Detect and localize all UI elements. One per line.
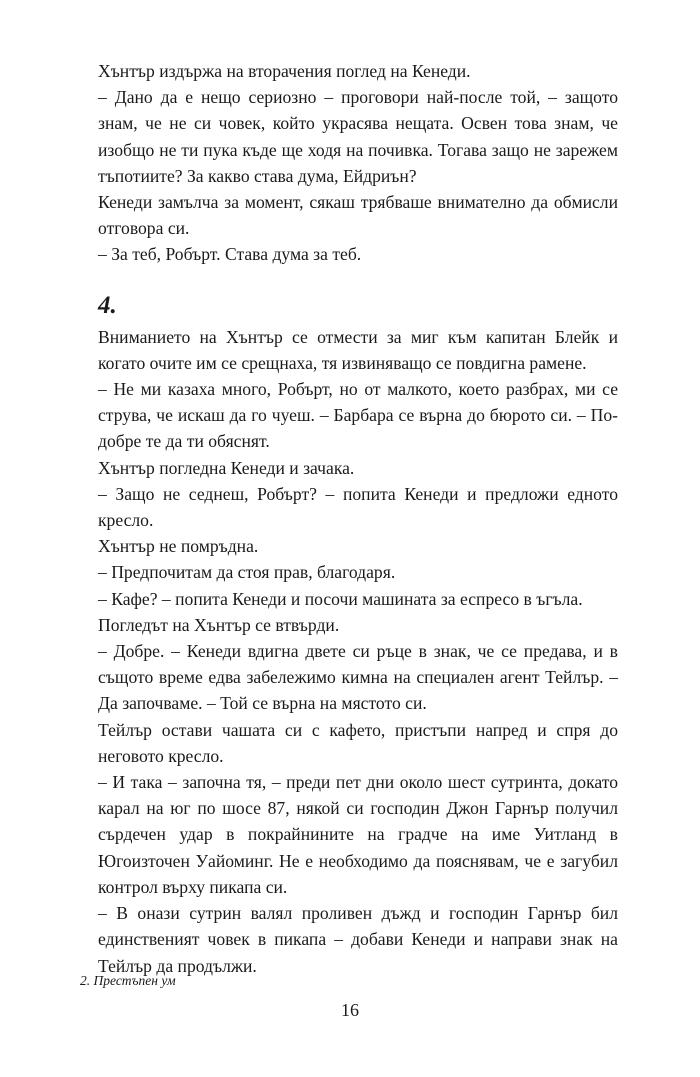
- paragraph: Хънтър издържа на вторачения поглед на Кенеди.: [98, 61, 471, 81]
- section-before: [98, 58, 618, 268]
- section-after: [98, 324, 618, 979]
- paragraph: – Дано да е нещо сериозно – проговори най-после той, – защото знам, че не си човек, който украсява нещата. Освен това знам, че изобщо не ти пука къде ще ходя на почивка. Тогава защо не зарежем тъпотиите? За какво става дума, Ейдриън?: [98, 87, 618, 186]
- paragraph: – Защо не седнеш, Робърт? – попита Кенеди и предложи едното кресло.: [98, 483, 618, 531]
- paragraph: Тейлър остави чашата си с кафето, пристъпи напред и спря до неговото кресло.: [98, 719, 618, 766]
- page-body: [98, 58, 618, 979]
- paragraph: – За теб, Робърт. Става дума за теб.: [98, 244, 362, 265]
- paragraph: Хънтър не помръдна.: [98, 536, 259, 557]
- paragraph: Хънтър погледна Кенеди и зачака.: [98, 457, 355, 478]
- paragraph: – Кафе? – попита Кенеди и посочи машината за еспресо в ъгъла.: [98, 588, 583, 609]
- chapter-heading: 4.: [98, 291, 117, 319]
- paragraph: – Предпочитам да стоя прав, благодаря.: [98, 562, 396, 583]
- page-number: 16: [341, 1000, 359, 1020]
- paragraph: – И така – започна тя, – преди пет дни около шест сутринта, докато карал на юг по шосе 87, някой си господин Джон Гарнър получил сърдечен удар в покрайнините на градче на име Уитланд в Югоизточен Уайоминг. Не е необходимо да пояснявам, че е загубил контрол върху пикапа си.: [98, 772, 618, 897]
- paragraph: – Не ми казаха много, Робърт, но от малкото, което разбрах, ми се струва, че искаш да го чуеш. – Барбара се върна до бюрото си. – По-добре те да ти обяснят.: [98, 379, 618, 452]
- paragraph: – В онази сутрин валял проливен дъжд и господин Гарнър бил единственият човек в пикапа – добави Кенеди и направи знак на Тейлър да продължи.: [98, 903, 618, 976]
- paragraph: Вниманието на Хънтър се отмести за миг към капитан Блейк и когато очите им се срещнаха, тя извиняващо се повдигна рамене.: [98, 326, 618, 373]
- paragraph: Кенеди замълча за момент, сякаш трябваше внимателно да обмисли отговора си.: [98, 192, 618, 239]
- book-signature: 2. Престъпен ум: [80, 973, 176, 988]
- paragraph: Погледът на Хънтър се втвърди.: [98, 614, 340, 635]
- paragraph: – Добре. – Кенеди вдигна двете си ръце в знак, че се предава, и в същото време едва забележимо кимна на специален агент Тейлър. – Да започваме. – Той се върна на мястото си.: [98, 641, 618, 714]
